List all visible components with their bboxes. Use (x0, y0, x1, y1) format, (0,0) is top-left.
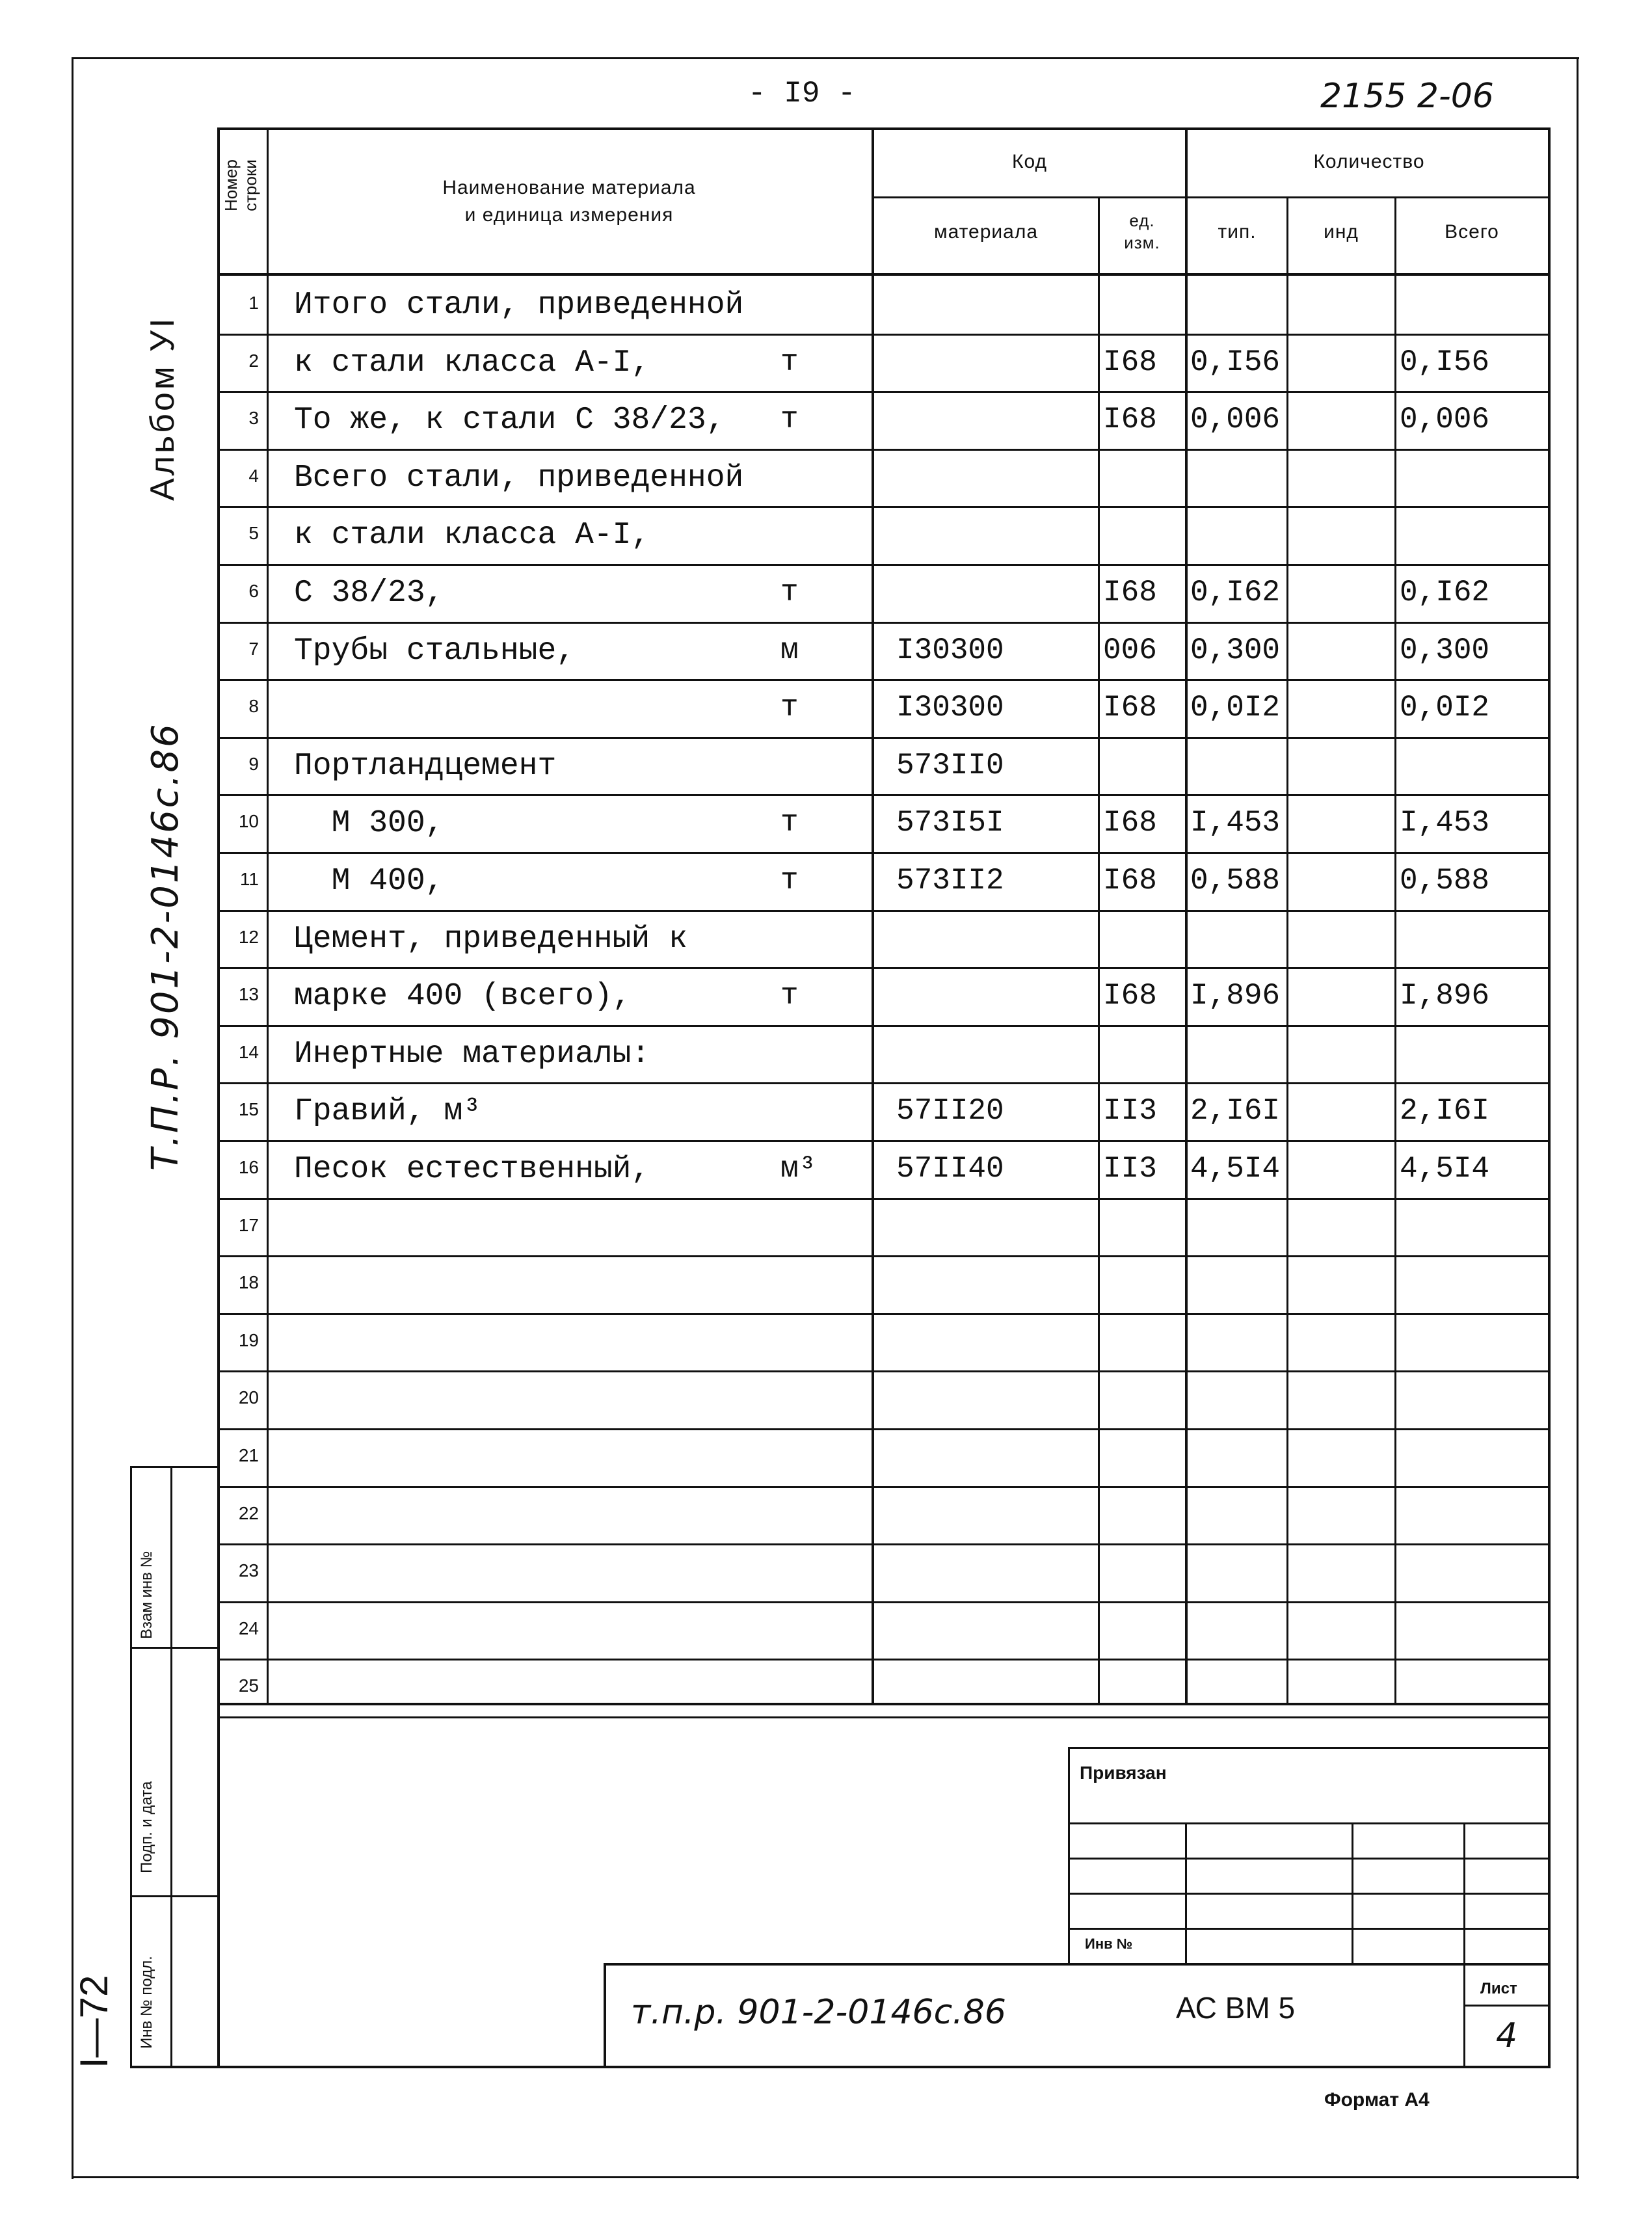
cell-ucode: I68 (1103, 806, 1157, 840)
cell-typ: 0,I62 (1190, 576, 1281, 609)
cell-code: I30300 (896, 691, 1004, 725)
cell-total: 0,300 (1400, 633, 1490, 667)
page-number: - I9 - (748, 77, 856, 111)
title-section: АС ВМ 5 (1176, 1991, 1296, 2025)
cell-typ: 0,I56 (1190, 345, 1281, 379)
cell-code: 57II20 (896, 1094, 1004, 1128)
row-number: 5 (248, 523, 259, 543)
sheet-label: Лист (1480, 1980, 1517, 1997)
cell-typ: 4,5I4 (1190, 1152, 1281, 1186)
tb-row1 (1068, 1822, 1551, 1824)
side-stamp-left (130, 1466, 132, 2067)
row-number: 3 (248, 408, 259, 428)
cell-unit: т (780, 864, 799, 898)
col-name (872, 127, 874, 1704)
cell-name: Гравий, м³ (294, 1094, 482, 1129)
cell-name: Инертные материалы: (294, 1037, 650, 1072)
side-stamp-div2 (130, 1895, 219, 1897)
frame-top (72, 57, 1579, 59)
cell-ucode: 006 (1103, 633, 1157, 667)
cell-name: Портландцемент (294, 749, 557, 784)
cell-ucode: I68 (1103, 345, 1157, 379)
row-number: 13 (238, 984, 259, 1004)
row-number: 17 (238, 1215, 259, 1235)
cell-ucode: I68 (1103, 979, 1157, 1013)
row-separator (217, 1025, 1551, 1027)
cell-ucode: II3 (1103, 1094, 1157, 1128)
row-separator (217, 1255, 1551, 1257)
cell-name: к стали класса А-I, (294, 345, 650, 380)
row-number: 21 (238, 1445, 259, 1465)
cell-name: Всего стали, приведенной (294, 460, 744, 496)
row-number: 23 (238, 1560, 259, 1580)
cell-code: 57II40 (896, 1152, 1004, 1186)
row-number: 2 (248, 351, 259, 371)
cell-name: М 300, (294, 806, 444, 841)
cell-code: I30300 (896, 633, 1004, 667)
row-separator (217, 1370, 1551, 1372)
cell-name: То же, к стали С 38/23, (294, 403, 725, 438)
header-quantity: Количество (1313, 151, 1425, 172)
side-stamp-inner (170, 1466, 172, 2067)
col-typ (1286, 196, 1288, 1704)
cell-name: М 400, (294, 864, 444, 899)
cell-typ: 0,006 (1190, 403, 1281, 436)
row-separator (217, 910, 1551, 912)
row-separator (217, 334, 1551, 336)
tb-row5 (604, 1963, 1551, 1966)
cell-total: 2,I6I (1400, 1094, 1490, 1128)
row-number: 1 (248, 293, 259, 313)
row-number: 18 (238, 1272, 259, 1292)
cell-total: 0,I56 (1400, 345, 1490, 379)
cell-typ: I,453 (1190, 806, 1281, 840)
side-stamp-right-border (217, 1704, 220, 2068)
cell-name: Песок естественный, (294, 1152, 650, 1187)
row-separator (217, 1659, 1551, 1660)
format-label: Формат А4 (1324, 2089, 1430, 2111)
tb-sheet-div (1463, 2005, 1551, 2007)
cell-total: I,453 (1400, 806, 1490, 840)
cell-unit: т (780, 345, 799, 379)
cell-name: Итого стали, приведенной (294, 287, 744, 323)
header-qty-typ: тип. (1218, 221, 1257, 243)
sheet-number: 4 (1496, 2016, 1518, 2055)
cell-unit: т (780, 576, 799, 609)
cell-typ: 2,I6I (1190, 1094, 1281, 1128)
album-label: Альбом УI (144, 315, 181, 501)
frame-bottom (72, 2176, 1579, 2178)
row-number: 24 (238, 1618, 259, 1638)
side-stamp-top (130, 1466, 219, 1468)
privyazan-label: Привязан (1080, 1763, 1167, 1783)
row-number: 4 (248, 466, 259, 486)
cell-total: 0,006 (1400, 403, 1490, 436)
row-number: 25 (238, 1675, 259, 1696)
stamp-vzam: Взам инв № (138, 1551, 155, 1639)
stamp-podp: Подп. и дата (138, 1781, 155, 1873)
row-separator (217, 564, 1551, 566)
tb-left-lower (604, 1963, 606, 2067)
row-number: 22 (238, 1503, 259, 1523)
row-separator (217, 967, 1551, 969)
cell-ucode: I68 (1103, 403, 1157, 436)
cell-total: 0,0I2 (1400, 691, 1490, 725)
cell-unit: м (780, 633, 799, 667)
row-separator (217, 852, 1551, 854)
cell-name: Трубы стальные, (294, 633, 576, 669)
header-qty-ind: инд (1324, 221, 1359, 243)
row-number: 20 (238, 1387, 259, 1407)
frame-left (72, 57, 73, 2179)
row-separator (217, 506, 1551, 508)
table-top (217, 127, 1551, 130)
row-separator (217, 1140, 1551, 1142)
col-ind (1394, 196, 1396, 1704)
header-code-unit: ед. изм. (1124, 211, 1160, 252)
cell-total: I,896 (1400, 979, 1490, 1013)
cell-code: 573II0 (896, 749, 1004, 782)
cell-unit: т (780, 691, 799, 725)
header-code-material: материала (933, 221, 1039, 243)
row-separator (217, 737, 1551, 739)
row-number: 16 (238, 1157, 259, 1177)
inv-no-label: Инв № (1085, 1936, 1133, 1952)
cell-unit: т (780, 403, 799, 436)
row-separator (217, 1198, 1551, 1200)
header-name: Наименование материала и единица измерения (442, 177, 696, 226)
cell-ucode: I68 (1103, 691, 1157, 725)
project-code-vertical: Т.П.Р. 901-2-0146с.86 (144, 722, 187, 1171)
col-code (1098, 196, 1100, 1704)
header-row-number: Номер строки (221, 159, 260, 212)
tb-left-upper (1068, 1747, 1070, 1964)
col-num (267, 127, 269, 1704)
cell-typ: I,896 (1190, 979, 1281, 1013)
side-stamp-div1 (130, 1647, 219, 1649)
tb-row4 (1068, 1928, 1551, 1930)
row-number: 14 (238, 1042, 259, 1062)
row-number: 10 (238, 811, 259, 831)
row-separator (217, 1543, 1551, 1545)
row-separator (217, 794, 1551, 796)
row-separator (217, 391, 1551, 393)
header-bottom (217, 273, 1551, 276)
cell-name: С 38/23, (294, 576, 444, 611)
row-separator (217, 1601, 1551, 1603)
table-rows-bottom (217, 1703, 1551, 1705)
cell-typ: 0,300 (1190, 633, 1281, 667)
stamp-inv: Инв № подл. (138, 1956, 155, 2049)
cell-name: марке 400 (всего), (294, 979, 632, 1014)
cell-typ: 0,588 (1190, 864, 1281, 898)
row-number: 19 (238, 1330, 259, 1350)
header-code: Код (1011, 151, 1047, 172)
bottom-left-line (130, 2066, 1551, 2068)
frame-right (1577, 57, 1579, 2179)
row-number: 9 (248, 754, 259, 774)
tb-row2 (1068, 1858, 1551, 1860)
table-right (1548, 127, 1551, 2067)
row-number: 8 (248, 696, 259, 716)
header-qty-total: Всего (1445, 221, 1499, 243)
cell-code: 573II2 (896, 864, 1004, 898)
row-separator (217, 1082, 1551, 1084)
document-stamp: 2155 2-06 (1320, 77, 1494, 116)
row-separator (217, 679, 1551, 681)
cell-unit: т (780, 979, 799, 1013)
row-separator (217, 1716, 1551, 1718)
cell-unit: т (780, 806, 799, 840)
row-number: 7 (248, 639, 259, 659)
cell-total: 0,588 (1400, 864, 1490, 898)
cell-code: 573I5I (896, 806, 1004, 840)
cell-ucode: II3 (1103, 1152, 1157, 1186)
row-separator (217, 1486, 1551, 1488)
row-number: 11 (239, 869, 259, 889)
row-number: 12 (238, 927, 259, 947)
tb-row3 (1068, 1893, 1551, 1895)
title-doc-code: т.п.р. 901-2-0146с.86 (631, 1993, 1006, 2032)
row-number: 15 (238, 1099, 259, 1119)
tb-col2 (1352, 1822, 1353, 1964)
tb-col3 (1463, 1822, 1465, 2067)
row-separator (217, 622, 1551, 624)
row-number: 6 (248, 581, 259, 601)
row-separator (217, 1428, 1551, 1430)
margin-mark: I—72 (72, 1975, 116, 2068)
col-unit (1185, 127, 1188, 1704)
cell-total: 0,I62 (1400, 576, 1490, 609)
cell-name: Цемент, приведенный к (294, 922, 687, 957)
tb-col1 (1185, 1822, 1187, 1964)
header-mid (872, 196, 1551, 198)
cell-ucode: I68 (1103, 864, 1157, 898)
cell-total: 4,5I4 (1400, 1152, 1490, 1186)
cell-name: к стали класса А-I, (294, 518, 650, 553)
cell-typ: 0,0I2 (1190, 691, 1281, 725)
row-separator (217, 1313, 1551, 1315)
cell-ucode: I68 (1103, 576, 1157, 609)
tb-top (1068, 1747, 1551, 1749)
cell-unit: м³ (780, 1152, 817, 1186)
row-separator (217, 449, 1551, 451)
